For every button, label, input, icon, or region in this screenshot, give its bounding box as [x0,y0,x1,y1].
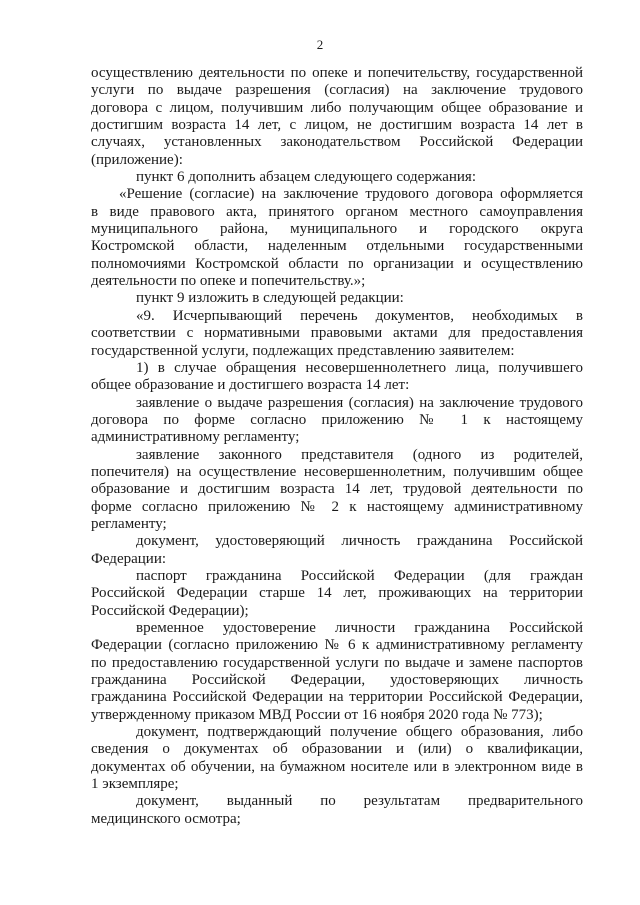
text-line: пункт 6 дополнить абзацем следующего содержания: [136,169,476,186]
text-line: полномочиями Костромской области по организации и осуществлению [91,255,583,272]
text-line: заявление законного представителя (одного из родителей, [136,446,583,463]
text-line: 1) в случае обращения несовершеннолетнего лица, получившего [136,359,583,376]
document-body [91,65,583,828]
text-line: осуществлению деятельности по опеке и попечительству, государственной [91,65,583,81]
text-line: Костромской области, наделенным отдельными государственными [91,238,583,255]
page-number: 2 [316,37,324,52]
text-line: административному регламенту; [91,429,300,446]
text-line: документ, выданный по результатам предварительного [136,793,583,810]
text-line: Федерации (согласно приложению № 6 к административному регламенту [91,637,583,654]
text-line: общее образование и достигшего возраста 14 лет: [91,377,410,394]
text-line: документ, подтверждающий получение общего образования, либо [136,724,583,741]
text-line: утвержденному приказом МВД России от 16 ноября 2020 года № 773); [91,706,543,723]
text-line: договора по форме согласно приложению № 1 к настоящему [91,411,583,428]
text-line: заявление о выдаче разрешения (согласия) на заключение трудового [136,394,583,411]
text-line: 1 экземпляре; [91,776,179,793]
text-line: временное удостоверение личности гражданина Российской [136,620,583,636]
text-line: по предоставлению государственной услуги по выдаче и замене паспортов [91,654,583,671]
text-line: (приложение): [91,151,183,168]
text-line: муниципального района, муниципального и городского округа [91,221,583,238]
text-line: достигшим возраста 14 лет, с лицом, не достигшим возраста 14 лет в [91,117,583,134]
text-line: Федерации: [91,550,167,567]
text-line: форме согласно приложению № 2 к настоящему административному [91,498,583,515]
text-line: гражданина Российской Федерации на территории Российской Федерации, [91,689,583,706]
text-line: Российской Федерации старше 14 лет, проживающих на территории [91,585,583,602]
text-line: деятельности по опеке и попечительству.»; [91,273,366,290]
text-line: государственной услуги, подлежащих представлению заявителем: [91,342,515,359]
text-line: паспорт гражданина Российской Федерации (для граждан [136,567,583,584]
text-line: регламенту; [91,515,167,532]
text-line: в виде правового акта, принятого органом местного самоуправления [91,203,583,220]
text-line: пункт 9 изложить в следующей редакции: [136,290,404,307]
text-line: Российской Федерации); [91,602,249,619]
text-line: сведения о документах об образовании и (или) о квалификации, [91,741,583,758]
text-line: попечителя) на осуществление несовершеннолетним, получившим общее [91,463,583,480]
text-line: документ, удостоверяющий личность гражданина Российской [136,533,583,550]
text-line: образование и достигшим возраста 14 лет, трудовой деятельности по [91,481,583,498]
text-line: «Решение (согласие) на заключение трудового договора оформляется [119,186,583,203]
text-line: договора с лицом, получившим либо получающим общее образование и [91,99,583,116]
text-line: случаях, установленных законодательством Российской Федерации [91,134,583,151]
text-line: «9. Исчерпывающий перечень документов, необходимых в [136,307,583,324]
text-line: медицинского осмотра; [91,810,241,827]
text-line: гражданина Российской Федерации, удостоверяющих личность [91,672,583,689]
text-line: соответствии с нормативными правовыми актами для предоставления [91,325,583,342]
text-line: документах об обучении, на бумажном носителе или в электронном виде в [91,758,583,775]
text-line: услуги по выдаче разрешения (согласия) на заключение трудового [91,82,583,99]
